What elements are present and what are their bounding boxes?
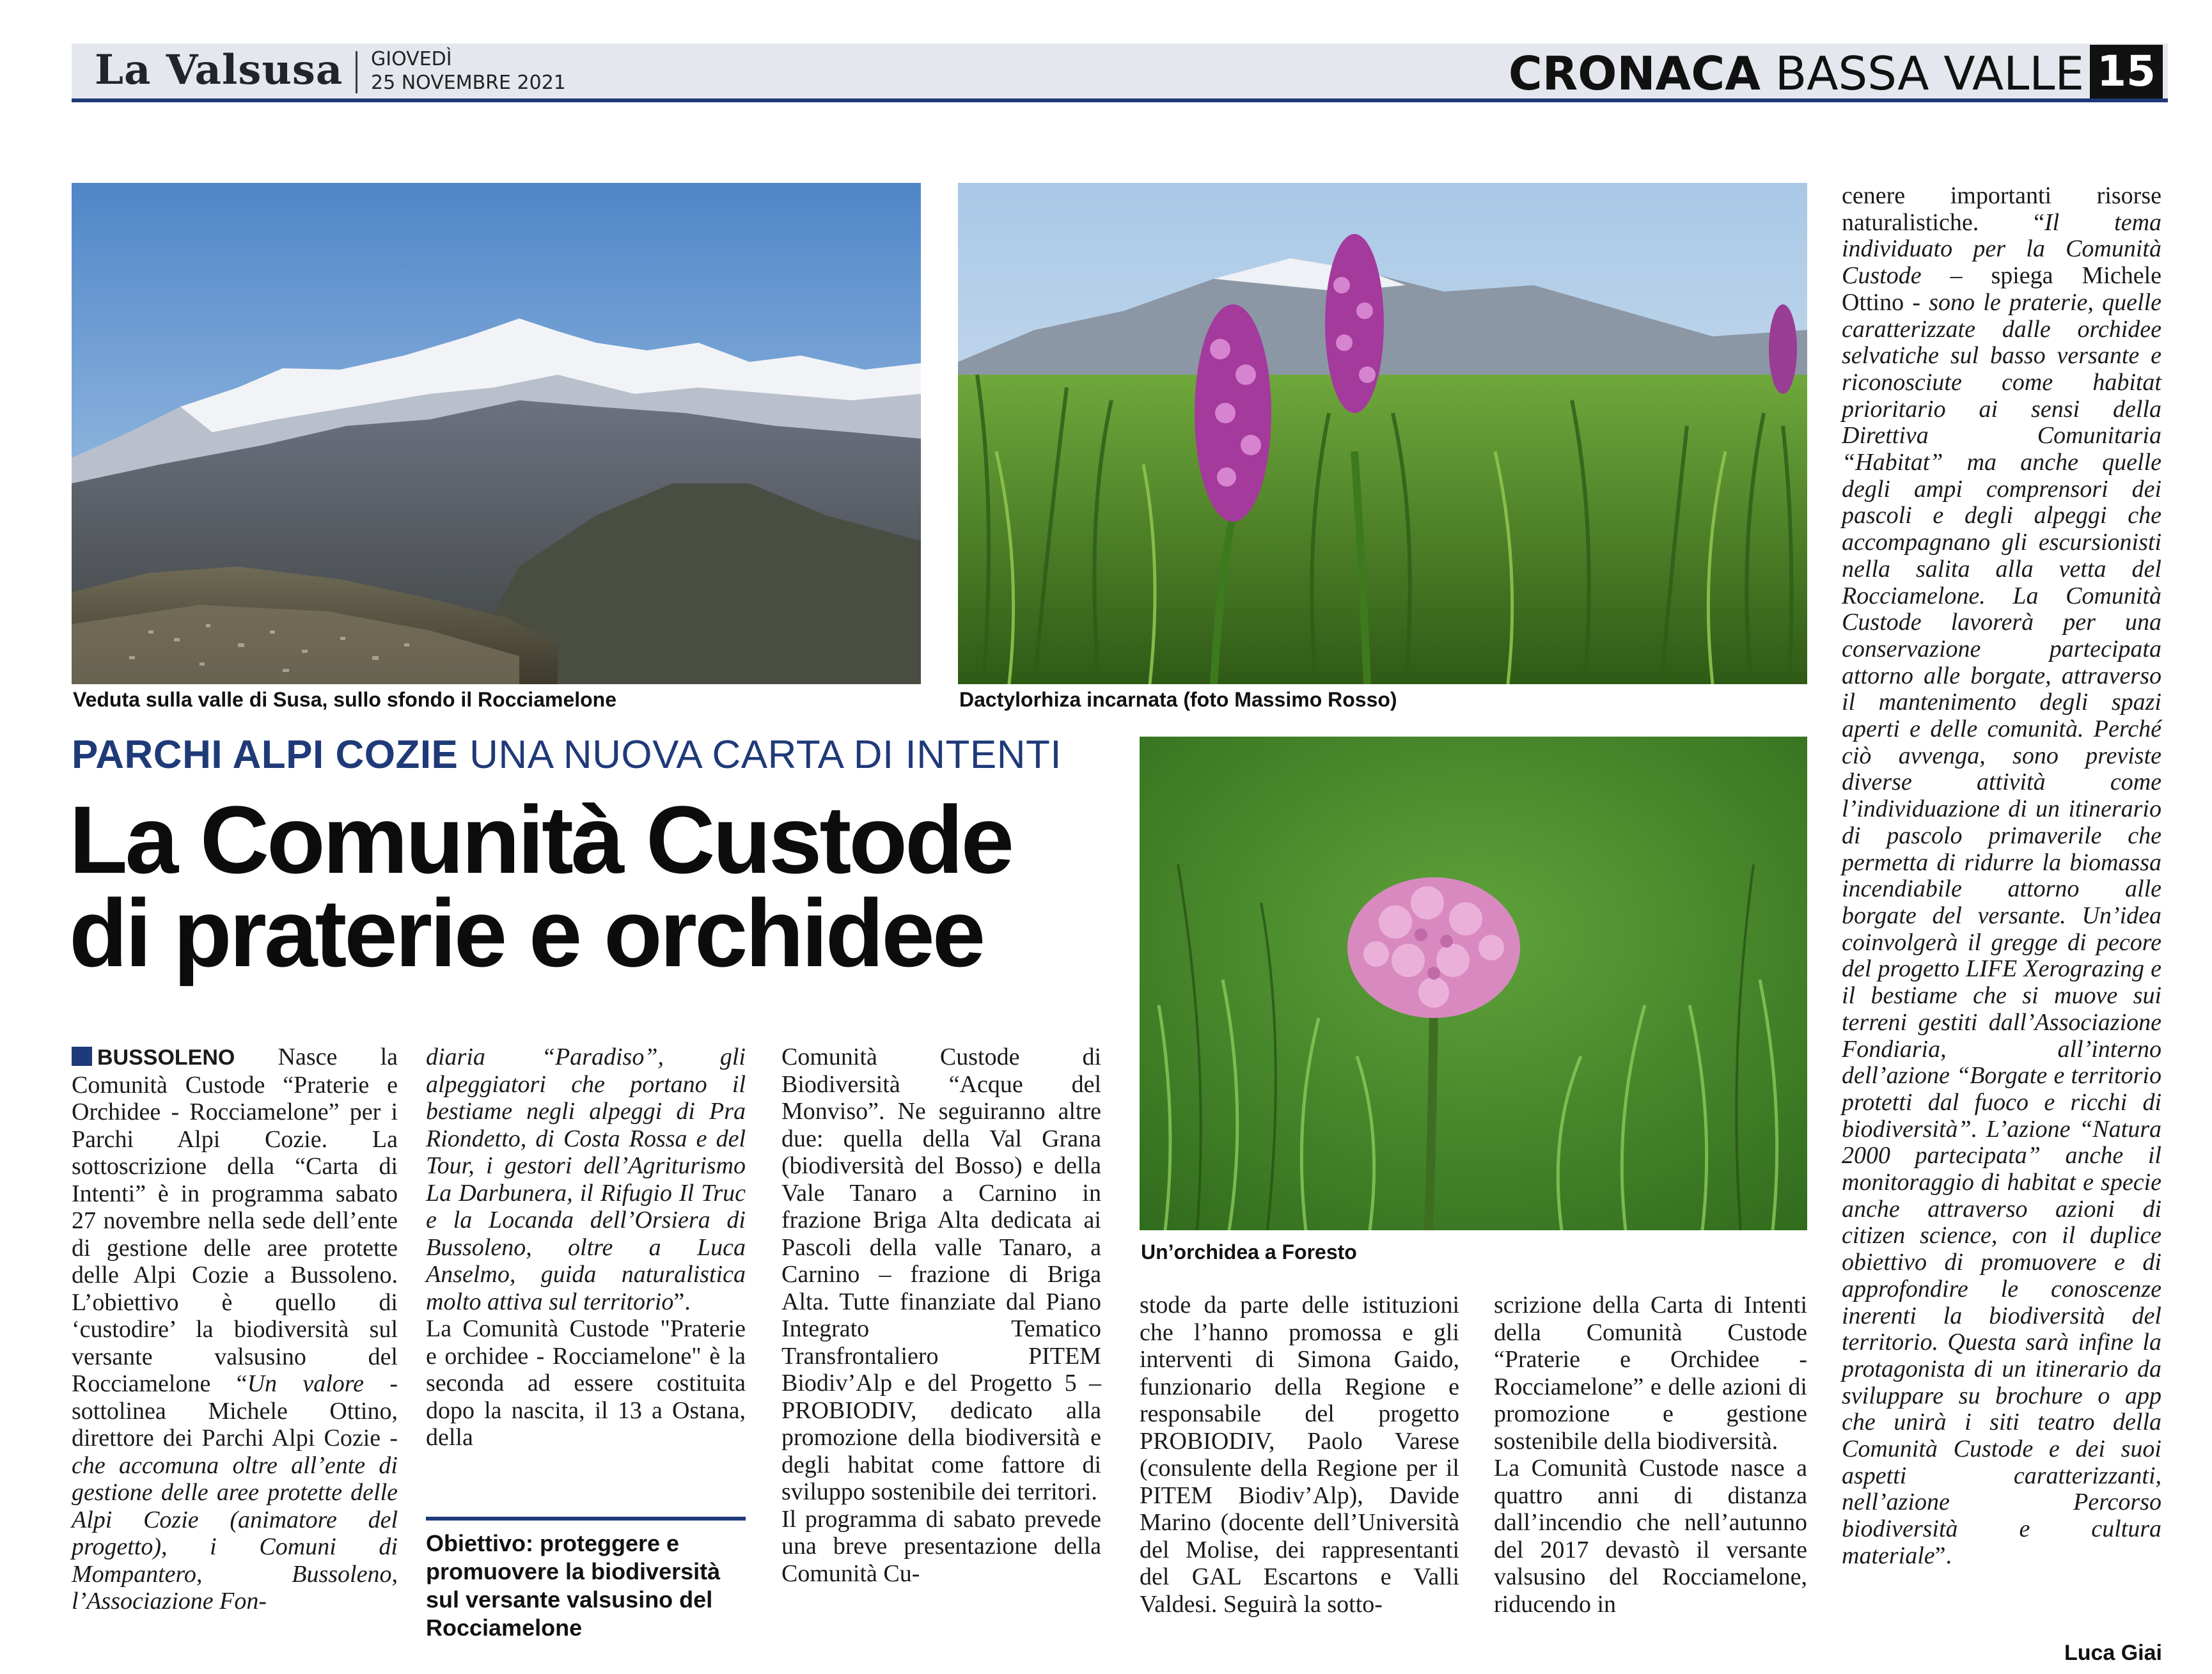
- kicker: [72, 732, 1062, 778]
- page-number: 15: [2090, 45, 2163, 98]
- masthead-logo: La Valsusa: [95, 46, 343, 94]
- col2-text-a: diaria “Paradiso”, gli alpeggiatori che portano il bestiame negli alpeggi di Pra Riondetto, di Costa Rossa e del Tour, i gestori dell’Agriturismo La Darbunera, il Rifugio Il Truc e la Locanda dell’Orsiera di Bussoleno, oltre a Luca Anselmo, guida naturalistica molto attiva sul territorio: [426, 1044, 746, 1315]
- callout-box: Obiettivo: proteggere e promuovere la biodiversità sul versante valsusino del Rocciamelone: [426, 1530, 721, 1641]
- section-title-light: BASSA VALLE: [1775, 47, 2084, 100]
- callout-rule: [426, 1517, 746, 1521]
- section-title-strong: CRONACA: [1508, 47, 1761, 100]
- issue-day: GIOVEDÌ: [371, 48, 452, 70]
- col1-text-d: che accomuna oltre all’ente di gestione delle aree protette delle Alpi Cozie (animatore del progetto), i Comuni di Mompantero, Bussoleno, l’Associazione Fon-: [72, 1451, 398, 1615]
- col3-text-b: Il programma di sabato prevede una breve presentazione della Comunità Cu-: [781, 1505, 1101, 1587]
- col6-text-c: – spiega Michele Ottino -: [1842, 262, 2161, 316]
- col1-text-c: - sottolinea Michele Ottino, direttore dei Parchi Alpi Cozie -: [72, 1370, 398, 1451]
- headline-line-2: di praterie e orchidee: [69, 879, 984, 987]
- header-separator: [356, 51, 357, 93]
- issue-date: 25 NOVEMBRE 2021: [371, 72, 566, 94]
- article-column-5: [1494, 1292, 1807, 1618]
- byline: Luca Giai: [2064, 1641, 2162, 1665]
- article-column-2: [426, 1044, 746, 1451]
- photo-valley: [72, 183, 921, 684]
- col5-text-a: scrizione della Carta di Intenti della Comunità Custode “Praterie e Orchidee - Rocciamelone” e delle azioni di promozione e gestione sostenibile della biodiversità.: [1494, 1292, 1807, 1455]
- section-title: [1509, 45, 2084, 102]
- col6-text-e: ”.: [1934, 1542, 1952, 1569]
- article-column-1: [72, 1044, 398, 1615]
- dateline: BUSSOLENO: [97, 1045, 235, 1070]
- article-column-3: [781, 1044, 1101, 1587]
- caption-orchid-foresto: Un’orchidea a Foresto: [1141, 1240, 1357, 1263]
- col1-text-a: Nasce la Comunità Custode “Praterie e Orchidee - Rocciamelone” per i Parchi Alpi Cozie. La sottoscrizione della “Carta di Intenti” è in programma sabato 27 novembre nella sede dell’ente di gestione delle aree protette delle Alpi Cozie a Bussoleno. L’obiettivo è quello di ‘custodire’ la biodiversità sul versante valsusino del Rocciamelone “: [72, 1044, 398, 1397]
- col5-text-b: La Comunità Custode nasce a quattro anni di distanza dall’incendio che nell’autunno del 2017 devastò il versante valsusino del Rocciamelone, riducendo in: [1494, 1455, 1807, 1618]
- photo-orchid-field: [958, 183, 1807, 684]
- orchid-field-illustration: [958, 183, 1807, 684]
- headline: [69, 786, 1131, 987]
- col6-text-d: sono le praterie, quelle caratterizzate dalle orchidee selvatiche sul basso versante e riconosciute come habitat prioritario ai sensi della Direttiva Comunitaria “Habitat” ma anche quelle degli ampi comprensori dei pascoli e degli alpeggi che accompagnano gli escursionisti nella salita alla vetta del Rocciamelone. La Comunità Custode lavorerà per una conservazione partecipata attorno alle borgate, attraverso il mantenimento degli spazi aperti e delle comunità. Perché ciò avvenga, sono previste diverse attività come l’individuazione di un itinerario di pascolo primaverile che permetta di ridurre la biomassa incendiabile attorno alle borgate del versante. Un’idea coinvolgerà il gregge di pecore del progetto LIFE Xerograzing e il bestiame che si muove sui terreni gestiti dall’Associazione Fondiaria, all’interno dell’azione “Borgate e territorio protetti dal fuoco e ricchi di biodiversità”. L’azione “Natura 2000 partecipata” anche il monitoraggio di habitat e specie anche attraverso azioni di citizen science, con il duplice obiettivo di promuovere e di approfondire le conoscenze inerenti la biodiversità del territorio. Questa sarà infine la protagonista di un itinerario da sviluppare su brochure o app che unirà i siti teatro della Comunità Custode e dei suoi aspetti caratterizzanti, nell’azione Percorso biodiversità e cultura materiale: [1842, 288, 2161, 1569]
- kicker-light: UNA NUOVA CARTA DI INTENTI: [469, 733, 1062, 777]
- caption-valley: Veduta sulla valle di Susa, sullo sfondo il Rocciamelone: [73, 688, 617, 711]
- col6-text-a: cenere importanti risorse naturalistiche. “: [1842, 182, 2161, 236]
- caption-orchid-field: Dactylorhiza incarnata (foto Massimo Rosso): [959, 688, 1397, 711]
- col3-text-a: Comunità Custode di Biodiversità “Acque del Monviso”. Ne seguiranno altre due: quella della Val Grana (biodiversità del Bosso) e della Vale Tanaro a Carnino in frazione Briga Alta dedicata ai Pascoli della valle Tanaro, a Carnino – frazione di Briga Alta. Tutte finanziate dal Piano Integrato Tematico Transfrontaliero PITEM Biodiv’Alp e del Progetto 5 –PROBIODIV, dedicato alla promozione della biodiversità e degli habitat come fattore di sviluppo sostenibile dei territori.: [781, 1044, 1101, 1505]
- col2-text-c: La Comunità Custode "Praterie e orchidee - Rocciamelone" è la seconda ad essere costituita dopo la nascita, il 13 a Ostana, della: [426, 1315, 746, 1451]
- article-column-4: [1140, 1292, 1459, 1618]
- col6-text-b: Il tema individuato per la Comunità Custode: [1842, 208, 2162, 290]
- photo-orchid-foresto: [1140, 737, 1807, 1230]
- dateline-marker: [72, 1047, 92, 1066]
- kicker-strong: PARCHI ALPI COZIE: [72, 733, 459, 777]
- orchid-foresto-illustration: [1140, 737, 1807, 1230]
- col2-text-b: ”.: [673, 1288, 691, 1315]
- col4-text-a: stode da parte delle istituzioni che l’hanno promossa e gli interventi di Simona Gaido, funzionario della Regione e responsabile del progetto PROBIODIV, Paolo Varese (consulente della Regione per il PITEM Biodiv’Alp), Davide Marino (docente dell’Università del Molise, dei rappresentanti del GAL Escartons e Valli Valdesi. Seguirà la sotto-: [1140, 1292, 1459, 1618]
- article-column-6: [1842, 183, 2161, 1570]
- col1-text-b: Un valore: [247, 1370, 365, 1397]
- valley-illustration: [72, 183, 921, 684]
- headline-line-1: La Comunità Custode: [69, 786, 1012, 893]
